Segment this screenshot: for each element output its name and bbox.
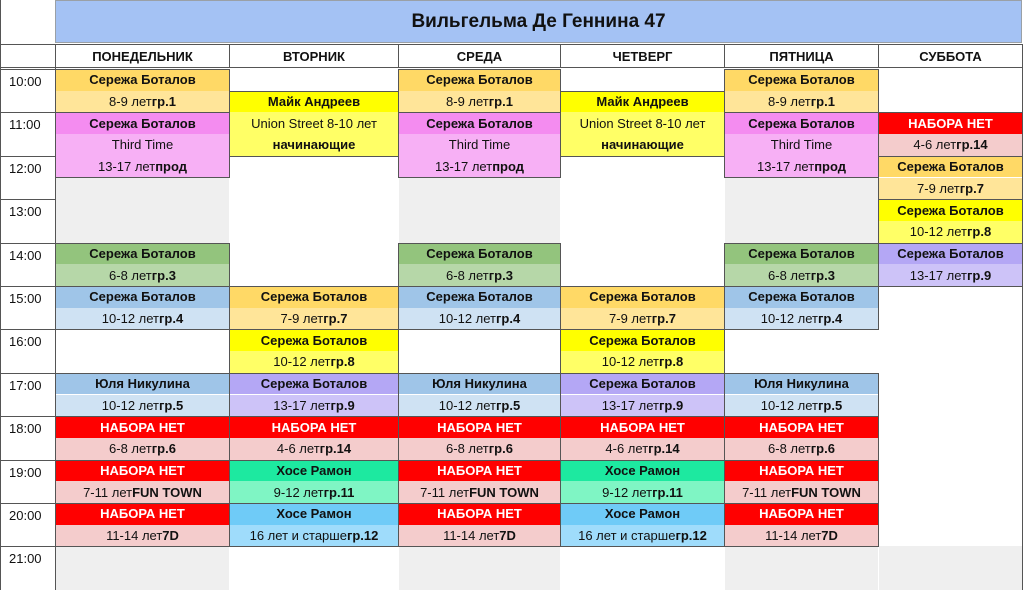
- class-details: [724, 264, 879, 286]
- class-details: [724, 481, 879, 503]
- class-details: [560, 351, 725, 373]
- class-details: [878, 221, 1023, 243]
- day-header: ВТОРНИК: [229, 44, 399, 68]
- class-text: НАБОРА НЕТ: [908, 115, 993, 131]
- class-text: Сережа Боталов: [748, 245, 855, 261]
- class-text: НАБОРА НЕТ: [600, 419, 685, 435]
- class-details: [55, 264, 230, 286]
- class-teacher: [724, 503, 879, 525]
- class-teacher: [398, 69, 561, 91]
- class-text: Сережа Боталов: [748, 72, 855, 88]
- class-teacher: [229, 329, 399, 351]
- class-group: 7D: [821, 528, 838, 544]
- class-details: [229, 438, 399, 460]
- class-teacher: [724, 373, 879, 395]
- class-text: НАБОРА НЕТ: [100, 419, 185, 435]
- class-text: НАБОРА НЕТ: [759, 506, 844, 522]
- class-text: Сережа Боталов: [748, 289, 855, 305]
- time-label: 13:00: [0, 199, 55, 242]
- class-group: гр.3: [810, 267, 835, 283]
- class-teacher: [560, 373, 725, 395]
- class-details: [724, 525, 879, 547]
- class-text: Майк Андреев: [596, 94, 689, 110]
- class-text: 7-9 лет: [917, 180, 960, 196]
- class-details: [55, 438, 230, 460]
- class-text: Third Time: [770, 137, 833, 153]
- class-text: 6-8 лет: [446, 267, 489, 283]
- time-label: 11:00: [0, 112, 55, 155]
- class-text: Сережа Боталов: [89, 115, 196, 131]
- class-details: [398, 156, 561, 178]
- class-group: прод: [155, 159, 188, 175]
- class-teacher: [560, 91, 725, 113]
- day-header: СРЕДА: [398, 44, 561, 68]
- class-teacher: [229, 286, 399, 308]
- class-text: 7-9 лет: [609, 311, 652, 327]
- class-teacher: [55, 112, 230, 134]
- class-teacher: [398, 286, 561, 308]
- class-group: начинающие: [272, 137, 356, 153]
- class-group: гр.8: [967, 224, 992, 240]
- class-group: гр.11: [323, 484, 355, 500]
- class-text: Сережа Боталов: [589, 376, 696, 392]
- class-text: 4-6 лет: [276, 441, 320, 457]
- class-details: [55, 308, 230, 330]
- time-label: 12:00: [0, 156, 55, 199]
- class-text: Сережа Боталов: [589, 332, 696, 348]
- class-details: [560, 525, 725, 547]
- class-text: 9-12 лет: [602, 484, 653, 500]
- class-details: [398, 525, 561, 547]
- class-group: FUN TOWN: [791, 484, 861, 500]
- class-teacher: [724, 69, 879, 91]
- class-teacher: [398, 460, 561, 482]
- time-label: 17:00: [0, 373, 55, 416]
- class-group: гр.11: [652, 484, 683, 500]
- class-text: Сережа Боталов: [260, 332, 368, 348]
- class-group: прод: [492, 159, 525, 175]
- page-title: Вильгельма Де Геннина 47: [55, 0, 1022, 43]
- class-group: прод: [814, 159, 847, 175]
- empty-slot: [399, 546, 560, 589]
- class-text: 10-12 лет: [101, 397, 159, 413]
- class-details: [229, 351, 399, 373]
- class-text: НАБОРА НЕТ: [100, 462, 185, 478]
- class-teacher: [724, 112, 879, 134]
- class-teacher: [229, 91, 399, 113]
- class-details: [724, 156, 879, 178]
- class-text: Сережа Боталов: [897, 245, 1004, 261]
- time-label: 18:00: [0, 416, 55, 459]
- class-text: 13-17 лет: [273, 397, 331, 413]
- class-group: гр.8: [330, 354, 355, 370]
- class-text: НАБОРА НЕТ: [271, 419, 357, 435]
- class-text: 10-12 лет: [909, 224, 967, 240]
- class-details: [229, 308, 399, 330]
- class-teacher: [560, 329, 725, 351]
- class-text: НАБОРА НЕТ: [437, 462, 522, 478]
- class-text: Сережа Боталов: [589, 289, 696, 305]
- class-teacher: [55, 416, 230, 438]
- class-details: [724, 308, 879, 330]
- class-group: 7D: [162, 528, 179, 544]
- class-text: 7-11 лет: [420, 484, 470, 500]
- class-group: гр.3: [488, 267, 513, 283]
- class-group: гр.14: [319, 441, 352, 457]
- class-details: [398, 395, 561, 417]
- class-teacher: [878, 199, 1023, 221]
- day-header: СУББОТА: [878, 44, 1023, 68]
- time-label: 14:00: [0, 243, 55, 286]
- class-teacher: [229, 416, 399, 438]
- day-header: ПЯТНИЦА: [724, 44, 879, 68]
- empty-slot: [725, 546, 878, 589]
- class-group: гр.3: [151, 267, 176, 283]
- class-details: [560, 438, 725, 460]
- class-text: Сережа Боталов: [89, 289, 196, 305]
- class-details: [55, 395, 230, 417]
- class-group: гр.1: [810, 94, 835, 110]
- class-group: гр.12: [675, 528, 707, 544]
- class-group: гр.1: [488, 94, 513, 110]
- class-text: Сережа Боталов: [426, 72, 533, 88]
- class-text: Third Time: [448, 137, 511, 153]
- class-teacher: [229, 503, 399, 525]
- class-details: [229, 112, 399, 134]
- class-group: гр.5: [159, 397, 184, 413]
- class-group: начинающие: [601, 137, 684, 153]
- class-group: гр.9: [967, 267, 992, 283]
- class-teacher: [560, 416, 725, 438]
- class-teacher: [878, 112, 1023, 134]
- class-details: [724, 438, 879, 460]
- class-text: 10-12 лет: [438, 397, 496, 413]
- class-text: Майк Андреев: [267, 94, 361, 110]
- class-details: [398, 264, 561, 286]
- class-teacher: [724, 243, 879, 265]
- class-details: [55, 134, 230, 156]
- class-text: 10-12 лет: [760, 397, 818, 413]
- class-text: Сережа Боталов: [89, 72, 196, 88]
- class-group: 7D: [499, 528, 516, 544]
- class-text: 16 лет и старше: [578, 528, 676, 544]
- class-details: [229, 525, 399, 547]
- corner-cell: [0, 44, 56, 68]
- class-text: 11-14 лет: [765, 528, 822, 544]
- class-text: 6-8 лет: [109, 267, 152, 283]
- time-label: 10:00: [0, 69, 55, 112]
- class-text: НАБОРА НЕТ: [759, 419, 844, 435]
- class-text: Юля Никулина: [432, 376, 527, 392]
- class-teacher: [878, 243, 1023, 265]
- class-teacher: [724, 416, 879, 438]
- class-text: 13-17 лет: [434, 159, 493, 175]
- class-details: [55, 481, 230, 503]
- grid-line: [0, 0, 1, 44]
- time-label: 20:00: [0, 503, 55, 546]
- grid-line: [55, 44, 56, 590]
- class-text: 7-9 лет: [280, 311, 324, 327]
- class-group: гр.4: [818, 311, 843, 327]
- grid-line: [1022, 44, 1023, 590]
- class-teacher: [398, 373, 561, 395]
- grid-line: [0, 44, 1, 590]
- class-text: 11-14 лет: [106, 528, 163, 544]
- class-group: гр.7: [323, 311, 348, 327]
- class-text: 8-9 лет: [446, 94, 489, 110]
- class-group: гр.1: [151, 94, 176, 110]
- class-text: Сережа Боталов: [260, 289, 368, 305]
- class-group: FUN TOWN: [469, 484, 539, 500]
- class-details: [398, 481, 561, 503]
- class-details: [229, 481, 399, 503]
- class-text: 13-17 лет: [909, 267, 967, 283]
- class-group: гр.6: [488, 441, 513, 457]
- class-details: [55, 156, 230, 178]
- class-text: 4-6 лет: [913, 137, 957, 153]
- day-header: ЧЕТВЕРГ: [560, 44, 725, 68]
- class-text: 13-17 лет: [601, 397, 659, 413]
- class-text: 13-17 лет: [756, 159, 815, 175]
- class-group: гр.6: [810, 441, 835, 457]
- empty-slot: [725, 178, 878, 243]
- empty-slot: [879, 546, 1022, 589]
- empty-slot: [399, 178, 560, 243]
- class-text: 10-12 лет: [760, 311, 818, 327]
- class-text: 6-8 лет: [109, 441, 152, 457]
- class-details: [398, 91, 561, 113]
- class-text: 6-8 лет: [768, 267, 811, 283]
- class-text: 10-12 лет: [601, 354, 659, 370]
- class-group: гр.5: [496, 397, 521, 413]
- class-details: [398, 134, 561, 156]
- class-teacher: [398, 112, 561, 134]
- class-details: [724, 395, 879, 417]
- class-details: [398, 308, 561, 330]
- class-teacher: [398, 503, 561, 525]
- time-label: 21:00: [0, 546, 55, 589]
- day-header: ПОНЕДЕЛЬНИК: [55, 44, 230, 68]
- class-text: Third Time: [111, 137, 174, 153]
- class-text: 11-14 лет: [443, 528, 500, 544]
- empty-slot: [56, 178, 229, 243]
- class-group: гр.5: [818, 397, 843, 413]
- class-group: гр.8: [659, 354, 684, 370]
- class-text: Union Street 8-10 лет: [579, 115, 706, 131]
- class-group: FUN TOWN: [132, 484, 202, 500]
- class-text: Сережа Боталов: [426, 115, 533, 131]
- class-text: Юля Никулина: [95, 376, 190, 392]
- class-teacher: [55, 373, 230, 395]
- class-teacher: [55, 69, 230, 91]
- class-group: гр.14: [956, 137, 988, 153]
- class-details: [560, 134, 725, 156]
- class-teacher: [55, 286, 230, 308]
- class-details: [878, 264, 1023, 286]
- class-text: Сережа Боталов: [748, 115, 855, 131]
- class-teacher: [724, 460, 879, 482]
- class-group: гр.9: [659, 397, 684, 413]
- class-text: 7-11 лет: [83, 484, 133, 500]
- class-group: гр.9: [330, 397, 355, 413]
- class-teacher: [229, 460, 399, 482]
- class-text: Сережа Боталов: [89, 245, 196, 261]
- class-text: 13-17 лет: [97, 159, 156, 175]
- class-text: Хосе Рамон: [604, 506, 681, 522]
- class-text: Union Street 8-10 лет: [251, 115, 377, 131]
- class-text: 9-12 лет: [273, 484, 324, 500]
- class-group: гр.6: [151, 441, 176, 457]
- class-group: гр.4: [496, 311, 521, 327]
- class-text: Сережа Боталов: [426, 245, 533, 261]
- class-text: 10-12 лет: [273, 354, 331, 370]
- class-text: Сережа Боталов: [260, 376, 368, 392]
- class-text: 6-8 лет: [768, 441, 811, 457]
- class-teacher: [55, 503, 230, 525]
- class-details: [724, 91, 879, 113]
- class-group: гр.12: [346, 528, 379, 544]
- class-text: Сережа Боталов: [897, 202, 1004, 218]
- class-teacher: [55, 243, 230, 265]
- class-details: [398, 438, 561, 460]
- time-label: 19:00: [0, 460, 55, 503]
- class-text: НАБОРА НЕТ: [437, 419, 522, 435]
- class-teacher: [724, 286, 879, 308]
- class-teacher: [878, 156, 1023, 178]
- empty-slot: [56, 546, 229, 589]
- class-teacher: [398, 243, 561, 265]
- class-teacher: [560, 286, 725, 308]
- class-group: гр.7: [959, 180, 984, 196]
- class-text: 8-9 лет: [768, 94, 811, 110]
- time-label: 15:00: [0, 286, 55, 329]
- class-text: 10-12 лет: [438, 311, 496, 327]
- class-details: [560, 395, 725, 417]
- time-label: 16:00: [0, 329, 55, 372]
- class-teacher: [398, 416, 561, 438]
- class-details: [560, 308, 725, 330]
- class-text: 7-11 лет: [742, 484, 792, 500]
- class-text: НАБОРА НЕТ: [759, 462, 844, 478]
- class-text: НАБОРА НЕТ: [100, 506, 185, 522]
- class-text: Сережа Боталов: [426, 289, 533, 305]
- class-details: [878, 134, 1023, 156]
- class-text: НАБОРА НЕТ: [437, 506, 522, 522]
- class-text: 10-12 лет: [101, 311, 159, 327]
- class-details: [229, 134, 399, 156]
- class-details: [55, 525, 230, 547]
- class-details: [229, 395, 399, 417]
- class-teacher: [55, 460, 230, 482]
- class-teacher: [560, 503, 725, 525]
- class-details: [878, 178, 1023, 200]
- class-teacher: [229, 373, 399, 395]
- class-group: гр.7: [651, 311, 676, 327]
- class-text: Сережа Боталов: [897, 159, 1004, 175]
- class-text: 8-9 лет: [109, 94, 152, 110]
- class-text: 4-6 лет: [605, 441, 649, 457]
- class-details: [560, 112, 725, 134]
- class-text: Хосе Рамон: [276, 462, 352, 478]
- class-text: Хосе Рамон: [604, 462, 681, 478]
- class-group: гр.14: [648, 441, 680, 457]
- class-text: Хосе Рамон: [276, 506, 352, 522]
- class-text: 16 лет и старше: [249, 528, 347, 544]
- class-details: [560, 481, 725, 503]
- class-details: [55, 91, 230, 113]
- class-text: Юля Никулина: [754, 376, 849, 392]
- class-group: гр.4: [159, 311, 184, 327]
- class-teacher: [560, 460, 725, 482]
- class-text: 6-8 лет: [446, 441, 489, 457]
- class-details: [724, 134, 879, 156]
